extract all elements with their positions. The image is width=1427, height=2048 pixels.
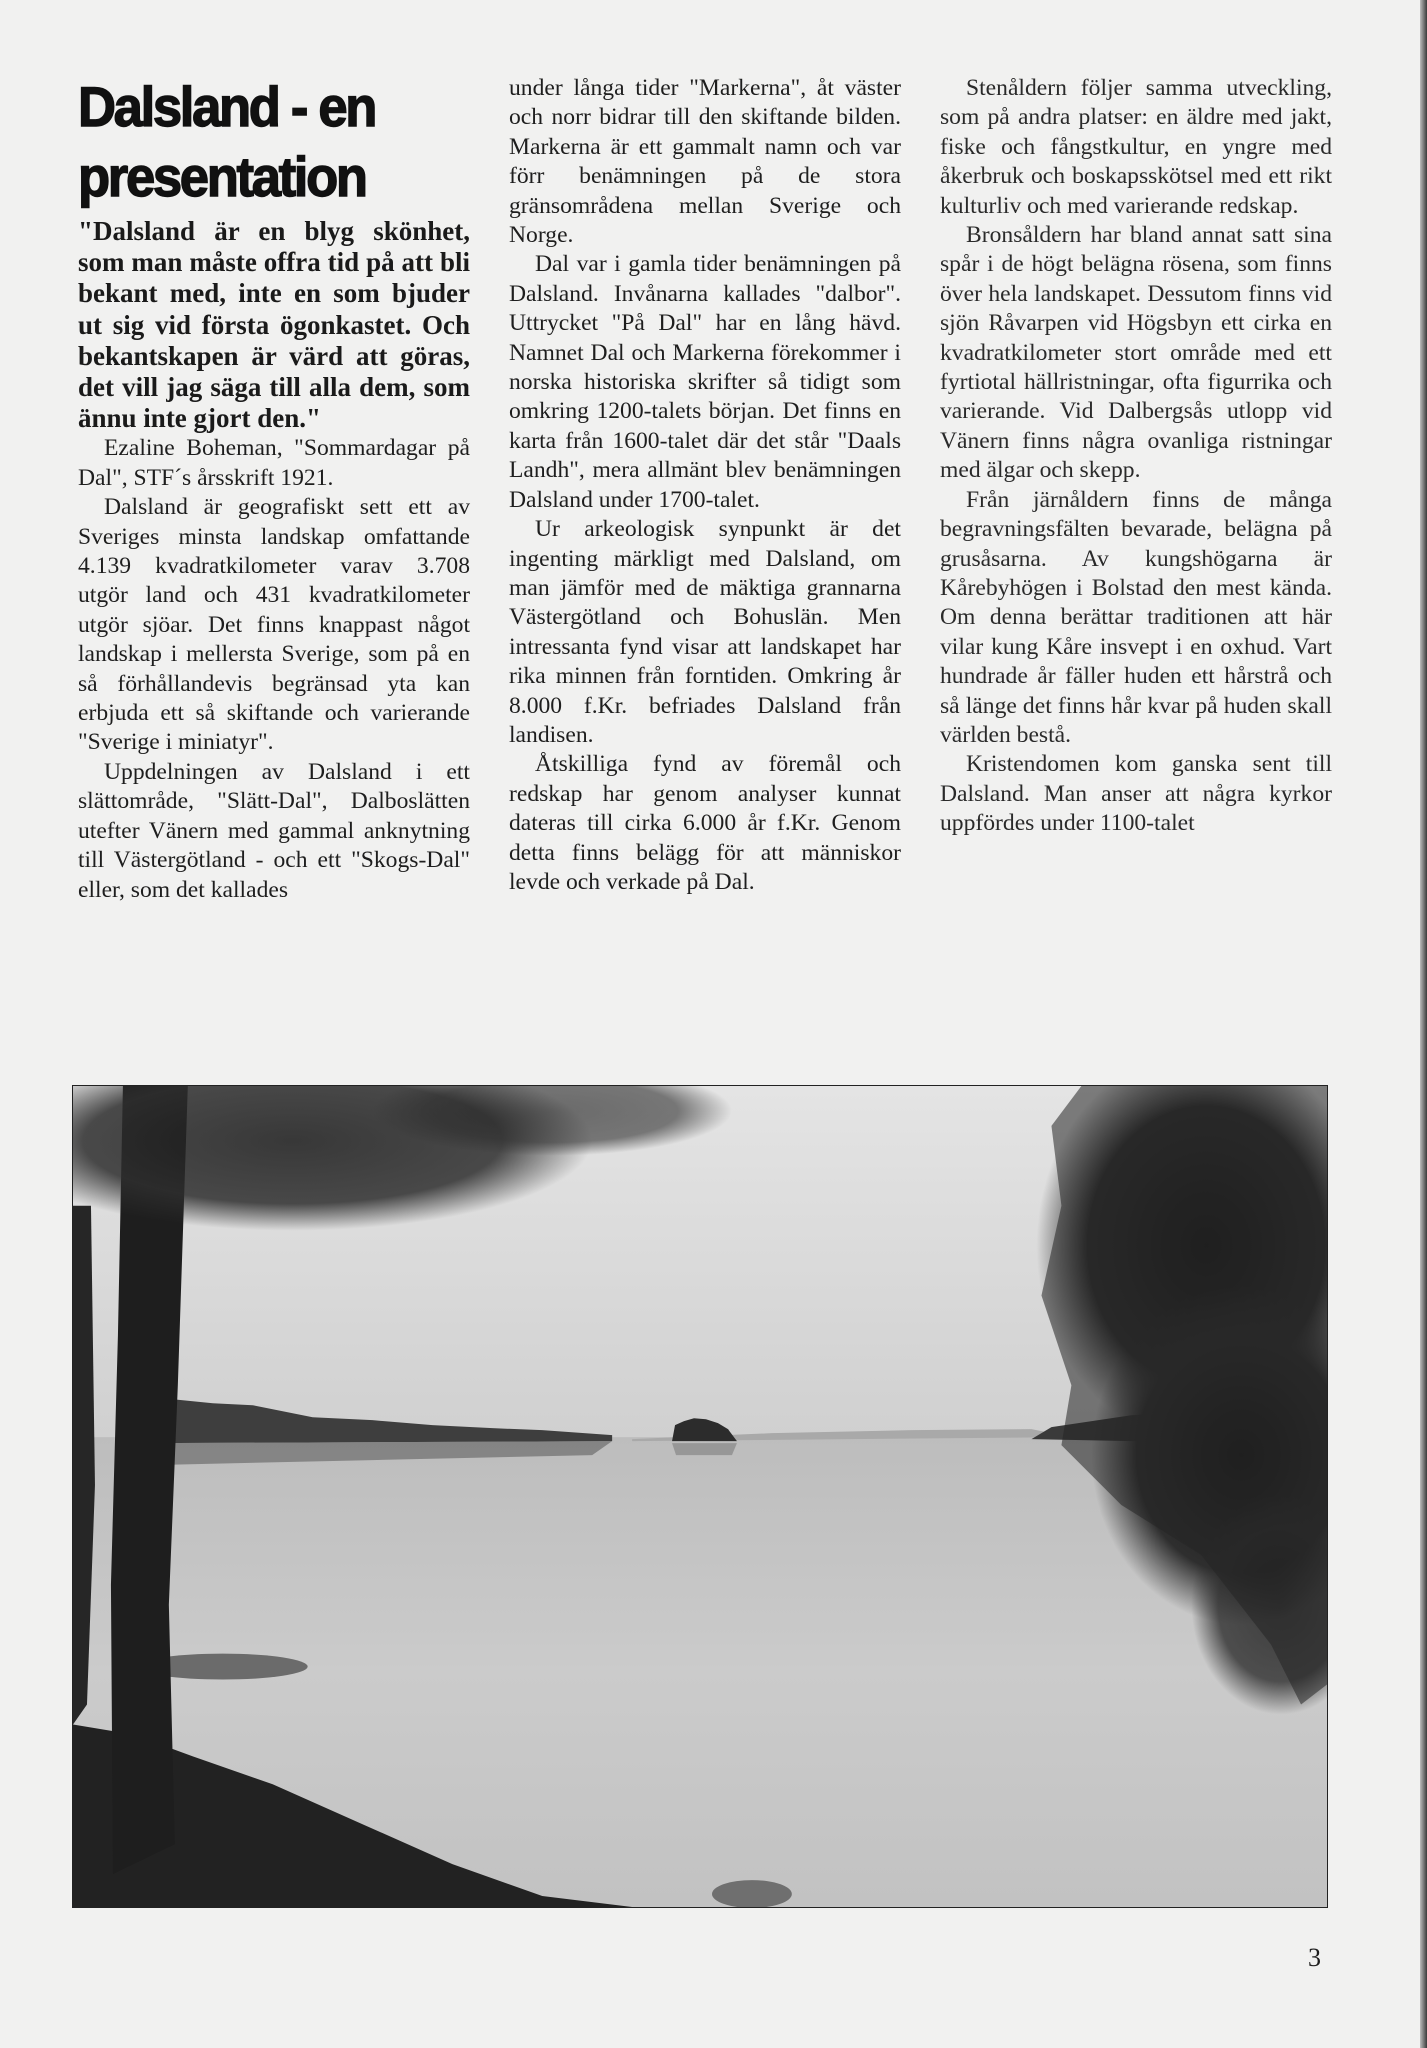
intro-quote: "Dalsland är en blyg skönhet, som man måste offra tid på att bli bekant med, inte en som bjuder ut sig vid första ögonkastet. Och bekantskapen är värd att göras, det vill jag säga till alla dem, som ännu inte gjort den." (78, 216, 470, 434)
body-paragraph: Dalsland är geografiskt sett ett av Sveriges minsta landskap omfattande 4.139 kvadratkilometer varav 3.708 utgör land och 431 kvadratkilometer utgör sjöar. Det finns knappast något landskap i mellersta Sverige, som på en så förhållandevis begränsad yta kan erbjuda ett så skiftande och varierande "Sverige i miniatyr". (78, 494, 470, 756)
column-2 (509, 74, 901, 897)
quote-attribution: Ezaline Boheman, "Sommardagar på Dal", STF´s årsskrift 1921. (78, 435, 470, 491)
headline-line-2: presentation (78, 145, 366, 208)
body-paragraph: Stenåldern följer samma utveckling, som på andra platser: en äldre med jakt, fiske och fångstkultur, en yngre med åkerbruk och boskapsskötsel med ett rikt kulturliv och med varierande redskap. (940, 75, 1332, 219)
body-paragraph: Kristendomen kom ganska sent till Dalsland. Man anser att några kyrkor uppfördes under 1100-talet (940, 751, 1332, 837)
body-paragraph: under långa tider "Markerna", åt väster och norr bidrar till den skiftande bilden. Markerna är ett gammalt namn och var förr benämningen på de stora gränsområdena mellan Sverige och Norge. (509, 75, 901, 249)
body-paragraph: Från järnåldern finns de många begravningsfälten bevarade, belägna på grusåsarna. Av kungshögarna är Kårebyhögen i Bolstad den mest kända. Om denna berättar traditionen att här vilar kung Kåre insvept i en oxhud. Vart hundrade år fäller huden ett hårstrå och så länge det finns hår kvar på huden skall världen bestå. (940, 486, 1332, 748)
headline (78, 72, 446, 212)
lake-photo-illustration (73, 1086, 1327, 1907)
column-3 (940, 74, 1332, 839)
island-reflection (672, 1443, 737, 1455)
body-paragraph: Åtskilliga fynd av föremål och redskap har genom analyser kunnat dateras till cirka 6.000 år f.Kr. Genom detta finns belägg för att människor levde och verkade på Dal. (509, 751, 901, 895)
page-number: 3 (1308, 1943, 1321, 1972)
body-paragraph: Dal var i gamla tider benämningen på Dalsland. Invånarna kallades "dalbor". Uttrycket "På Dal" har en lång hävd. Namnet Dal och Markerna förekommer i norska historiska skrifter så tidigt som omkring 1200-talets början. Det finns en karta från 1600-talet där det står "Daals Landh", mera allmänt blev benämningen Dalsland under 1700-talet. (509, 251, 901, 513)
body-paragraph: Uppdelningen av Dalsland i ett slättområde, "Slätt-Dal", Dalboslätten utefter Vänern med gammal anknytning till Västergötland - och ett "Skogs-Dal" eller, som det kallades (78, 758, 470, 903)
lake-photograph (72, 1085, 1328, 1908)
column-1 (78, 72, 470, 905)
rock-bottom (712, 1880, 792, 1907)
body-paragraph: Bronsåldern har bland annat satt sina spår i de högt belägna rösena, som finns över hela landskapet. Dessutom finns vid sjön Råvarpen vid Högsbyn ett cirka en kvadratkilometer stort område med ett fyrtiotal hällristningar, ofta figurrika och varierande. Vid Dalbergsås utlopp vid Vänern finns några ovanliga ristningar med älgar och skepp. (940, 222, 1332, 484)
headline-line-1: Dalsland - en (78, 75, 376, 138)
body-paragraph: Ur arkeologisk synpunkt är det ingenting märkligt med Dalsland, om man jämför med de mäktiga grannarna Västergötland och Bohuslän. Men intressanta fynd visar att landskapet har rika minnen från forntiden. Omkring år 8.000 f.Kr. befriades Dalsland från landisen. (509, 516, 901, 748)
page-edge-shadow (1420, 0, 1427, 2048)
